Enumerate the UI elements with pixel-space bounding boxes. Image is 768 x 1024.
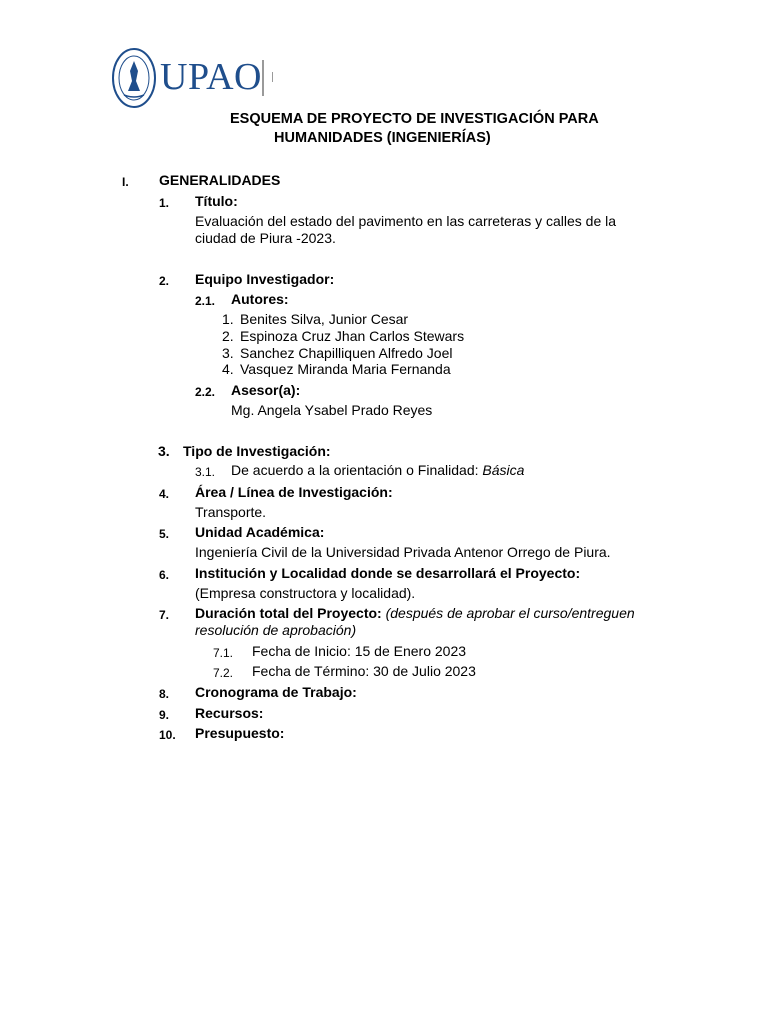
item-heading-unidad: Unidad Académica: <box>195 524 325 540</box>
duracion-heading-line <box>195 605 635 622</box>
duracion-note-line1: (después de aprobar el curso/entreguen <box>385 605 635 621</box>
item-heading-duracion: Duración total del Proyecto: <box>195 605 382 621</box>
section-number: I. <box>122 175 129 189</box>
tipo-orientacion-text: De acuerdo a la orientación o Finalidad: <box>231 462 483 478</box>
item-heading-tipo: Tipo de Investigación: <box>183 443 331 459</box>
item-number: 6. <box>159 568 170 582</box>
university-seal-icon <box>112 47 156 109</box>
item-number: 5. <box>159 527 170 541</box>
logo-divider <box>262 60 264 96</box>
item-number: 2. <box>159 274 170 288</box>
titulo-text-line2: ciudad de Piura -2023. <box>195 230 336 246</box>
asesor-name: Mg. Angela Ysabel Prado Reyes <box>231 402 433 418</box>
area-value: Transporte. <box>195 504 267 520</box>
subitem-number: 7.1. <box>213 646 234 660</box>
author-number: 4. <box>222 361 234 377</box>
item-number: 10. <box>159 728 176 742</box>
section-heading: GENERALIDADES <box>159 172 281 188</box>
item-heading-equipo: Equipo Investigador: <box>195 271 335 287</box>
subitem-heading-asesor: Asesor(a): <box>231 382 301 398</box>
fecha-inicio: Fecha de Inicio: 15 de Enero 2023 <box>252 643 467 659</box>
subitem-number: 3.1. <box>195 465 216 479</box>
author-name: Espinoza Cruz Jhan Carlos Stewars <box>240 328 465 344</box>
institucion-value: (Empresa constructora y localidad). <box>195 585 416 601</box>
fecha-termino: Fecha de Término: 30 de Julio 2023 <box>252 663 476 679</box>
item-heading-area: Área / Línea de Investigación: <box>195 484 393 500</box>
author-number: 1. <box>222 311 234 327</box>
subitem-number: 2.2. <box>195 385 216 399</box>
unidad-value: Ingeniería Civil de la Universidad Privada Antenor Orrego de Piura. <box>195 544 611 560</box>
author-name: Benites Silva, Junior Cesar <box>240 311 409 327</box>
titulo-text-line1: Evaluación del estado del pavimento en las carreteras y calles de la <box>195 213 617 229</box>
duracion-note-line2: resolución de aprobación) <box>195 622 357 638</box>
author-number: 2. <box>222 328 234 344</box>
item-heading-cronograma: Cronograma de Trabajo: <box>195 684 357 700</box>
document-title-line1: ESQUEMA DE PROYECTO DE INVESTIGACIÓN PARA <box>230 111 599 127</box>
item-heading-titulo: Título: <box>195 193 238 209</box>
item-heading-presupuesto: Presupuesto: <box>195 725 285 741</box>
item-number: 9. <box>159 708 170 722</box>
author-number: 3. <box>222 345 234 361</box>
subitem-number: 2.1. <box>195 294 216 308</box>
subitem-heading-autores: Autores: <box>231 291 289 307</box>
item-number: 7. <box>159 608 170 622</box>
item-heading-institucion: Institución y Localidad donde se desarrollará el Proyecto: <box>195 565 581 581</box>
document-title-line2: HUMANIDADES (INGENIERÍAS) <box>274 130 491 146</box>
author-name: Vasquez Miranda Maria Fernanda <box>240 361 451 377</box>
author-name: Sanchez Chapilliquen Alfredo Joel <box>240 345 453 361</box>
tipo-orientacion-value: Básica <box>482 462 525 478</box>
logo-tick <box>272 72 273 82</box>
tipo-orientacion <box>231 462 524 479</box>
upao-logo: UPAO <box>160 56 262 98</box>
item-number: 1. <box>159 196 170 210</box>
item-heading-recursos: Recursos: <box>195 705 264 721</box>
item-number: 8. <box>159 687 170 701</box>
item-number: 4. <box>159 487 170 501</box>
subitem-number: 7.2. <box>213 666 234 680</box>
item-number: 3. <box>158 443 170 459</box>
